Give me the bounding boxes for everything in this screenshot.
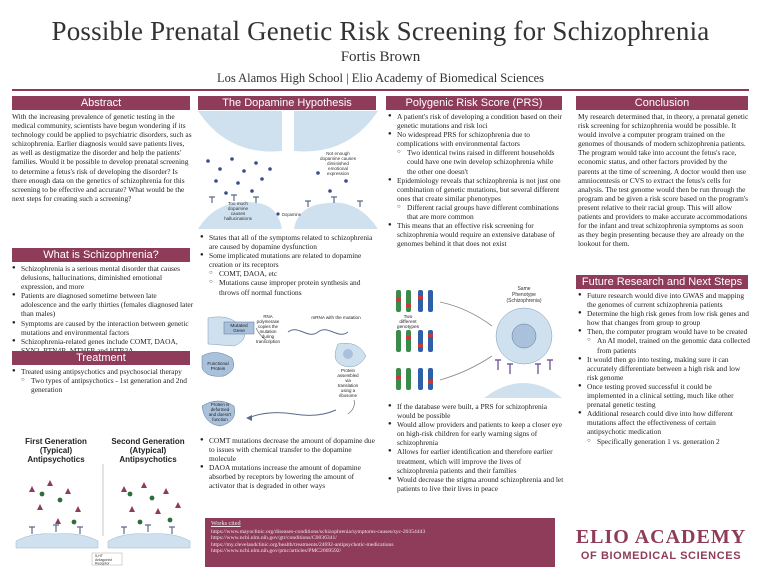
what-is-heading: What is Schizophrenia? — [12, 248, 190, 262]
list-item: ● If the database were built, a PRS for schizophrenia would be possible — [388, 402, 564, 420]
affiliation: Los Alamos High School | Elio Academy of Biomedical Sciences — [216, 71, 545, 85]
citation-link[interactable]: https://my.clevelandclinic.org/health/treatments/24692-antipsychotic-medications — [211, 541, 394, 548]
list-item: ○ Two types of antipsychotics - 1st generation and 2nd generation — [12, 376, 194, 394]
list-item: ● Once testing proved successful it could be implemented in a clinical setting, much like other prenatal genetic testing — [578, 382, 750, 409]
list-item: ● COMT mutations decrease the amount of dopamine due to issues with chemical transfer to the dopamine molecule — [200, 436, 376, 463]
title-divider — [12, 89, 749, 91]
list-item: ● No widespread PRS for schizophrenia due to complications with environmental factors — [388, 130, 562, 148]
dopamine-heading: The Dopamine Hypothesis — [198, 96, 376, 110]
antipsychotics-diagram — [12, 436, 194, 566]
list-item: ○ An AI model, trained on the genomic data collected from patients — [578, 336, 750, 354]
presynaptic-neuron — [198, 111, 282, 152]
prs-diagram — [388, 286, 562, 398]
list-item: ● Would decrease the stigma around schizophrenia and let patients to live their lives in peace — [388, 475, 564, 493]
abstract-text: With the increasing prevalence of genetic testing in the medical community, scientists have begun wondering if its technology could be applied to psychiatric disorders, such as schizophrenia. Earlier diagnosis would save patients lives, as well as destigmatize the disorder and help the patients' families. Would it be possible to develop prenatal screening to determine a fetus's risk of developing the disorder? Is there enough data on the genetics of schizophrenia for this screening to be effective and accurate? What would be the next steps for creating such a screening? — [12, 112, 192, 203]
conclusion-heading: Conclusion — [576, 96, 748, 110]
author-name: Fortis Brown — [340, 49, 421, 65]
list-item: ● Patients are diagnosed sometime between late adolescence and the early thirties (females diagnosed later than males) — [12, 291, 194, 318]
list-item: ● DAOA mutations increase the amount of dopamine absorbed by receptors by lowering the amount of activator that is degraded in other ways — [200, 463, 376, 490]
nucleus-shape — [512, 324, 536, 348]
mrna-strand — [288, 330, 348, 335]
label-same-phenotype: Same Phenotype (Schizophrenia) — [506, 286, 542, 304]
elio-academy-logo — [572, 520, 750, 564]
label-deformed-protein: Protein is deformed and doesn't function — [208, 402, 232, 422]
list-item: ● Schizophrenia is a serious mental disorder that causes delusions, hallucinations, diminished emotional expression, and more — [12, 264, 194, 291]
postsynaptic-neuron — [294, 203, 378, 229]
what-is-list — [12, 264, 194, 355]
legend-receptor: Receptor — [95, 561, 110, 566]
list-item: ● Allows for earlier identification and therefore earlier treatment, which will improve the lives of schizophrenia patients and their families — [388, 447, 564, 474]
citation-link[interactable]: https://www.ncbi.nlm.nih.gov/pmc/articles/PMC2669592/ — [211, 548, 342, 555]
treatment-list — [12, 367, 194, 394]
label-mutated-gene: Mutated Gene — [230, 324, 248, 334]
protein-synthesis-diagram — [198, 314, 378, 432]
conclusion-text: My research determined that, in theory, a prenatal genetic risk screening for schizophrenia would be possible. It would involve a computer program trained on the genomes of thousands of modern schizophrenia patients. The program would take into account the fetus's race, economic status, and other factors provided by the parents at the time of screening. A doctor would then use amniocentesis or CVS to extract the fetus's cells for analysis. The test genome would then be run through the program and be given a risk score based on the program's present relative to their racial group. This will allow patients and providers to make accurate accommodations for the infant and treat schizophrenia symptoms as soon as they begin presenting because they are already on the lookout for them. — [578, 112, 749, 249]
label-protein-assembled: Protein assembled via translation using a ribosome — [337, 368, 359, 398]
poster-title: Possible Prenatal Genetic Risk Screening for Schizophrenia — [51, 16, 710, 46]
list-item: ● States that all of the symptoms related to schizophrenia are caused by dopamine dysfunction — [200, 233, 376, 251]
label-too-much: Too much dopamine causes hallucinations — [224, 201, 252, 221]
treatment-heading: Treatment — [12, 351, 190, 365]
dopamine-list-2 — [200, 436, 376, 491]
list-item: ● Determine the high risk genes from low risk genes and how that changes from group to group — [578, 309, 750, 327]
list-item: ● Future research would dive into GWAS and mapping the genomes of current schizophrenia patients — [578, 291, 750, 309]
prs-heading: Polygenic Risk Score (PRS) — [386, 96, 562, 110]
citation-link[interactable]: https://www.mayoclinic.org/diseases-conditions/schizophrenia/symptoms-causes/syc-20354443 — [211, 528, 426, 535]
list-item: ● Treated using antipsychotics and psychosocial therapy — [12, 367, 194, 376]
legend-antagonist: Antagonist — [95, 558, 112, 562]
prs-list-d — [388, 402, 564, 493]
legend-5ht: 5-HT — [95, 554, 103, 558]
label-functional-protein: Functional Protein — [207, 361, 229, 371]
label-dopamine: Dopamine — [282, 212, 302, 217]
neuron-membrane — [108, 534, 190, 548]
abstract-heading: Abstract — [12, 96, 190, 110]
list-item: ● Schizophrenia-related genes include COMT, DAOA, — [12, 337, 194, 355]
citation-link[interactable]: https://www.ncbi.nlm.nih.gov/gtr/conditions/C0036341/ — [211, 535, 337, 542]
list-item: ○ Different racial groups have different combinations that are more common — [388, 203, 562, 221]
list-item: ○ Two identical twins raised in different households could have one twin develop schizophrenia while the other one doesn't — [388, 148, 562, 175]
future-heading: Future Research and Next Steps — [576, 275, 748, 289]
works-cited — [205, 518, 555, 567]
svg-text:ELIO ACADEMY: ELIO ACADEMY — [575, 526, 747, 548]
label-mrna: mRNA with the mutation — [311, 315, 361, 320]
list-item: ○ Mutations cause improper protein synthesis and throws off normal functions — [200, 278, 376, 296]
list-item: ○ COMT, DAOA, etc — [200, 269, 376, 278]
prs-list-a — [388, 112, 562, 248]
gen1-title: First Generation (Typical) Antipsychotics — [25, 437, 87, 464]
list-item: ● A patient's risk of developing a condition based on their genetic mutations and risk loci — [388, 112, 562, 130]
list-item: ● Additional research could dive into how different mutations affect the effectiveness of certain antipsychotic medication — [578, 409, 750, 436]
list-item: ● Symptoms are caused by the interaction between genetic mutations and environmental factors — [12, 319, 194, 337]
label-two-genotypes: Two different genotypes — [396, 315, 420, 330]
label-rna-polymerase: RNA polymerase copies the mutation during transcription — [256, 314, 280, 344]
dopamine-diagram — [198, 111, 378, 229]
list-item: ● This means that an effective risk screening for schizophrenia would require an extensive database of genomes behind it that does not exist — [388, 221, 562, 248]
list-item: ● Would allow providers and patients to keep a closer eye on high-risk children for early warning signs of schizophrenia — [388, 420, 564, 447]
svg-text:OF BIOMEDICAL SCIENCES: OF BIOMEDICAL SCIENCES — [580, 550, 742, 562]
list-item: ○ Specifically generation 1 vs. generation 2 — [578, 437, 750, 446]
list-item: ● Then, the computer program would have to be created — [578, 327, 750, 336]
future-list — [578, 291, 750, 446]
list-item: ● Epidemiology reveals that schizophrenia is not just one combination of genetic mutations, but several different ones that create similar phenotypes — [388, 176, 562, 203]
neuron-membrane — [16, 534, 98, 548]
presynaptic-neuron — [294, 111, 378, 152]
dopamine-legend-dot — [276, 212, 279, 215]
dopamine-list — [200, 233, 376, 297]
list-item: ● It would then go into testing, making sure it can accurately differentiate between a high risk and low risk genome — [578, 355, 750, 382]
gen2-title: Second Generation (Atypical) Antipsychotics — [111, 437, 185, 464]
list-item: ● Some implicated mutations are related to dopamine creation or its receptors — [200, 251, 376, 269]
label-not-enough: Not enough dopamine causes diminished emotional expression — [319, 151, 357, 176]
works-cited-heading: Works cited — [211, 520, 241, 527]
